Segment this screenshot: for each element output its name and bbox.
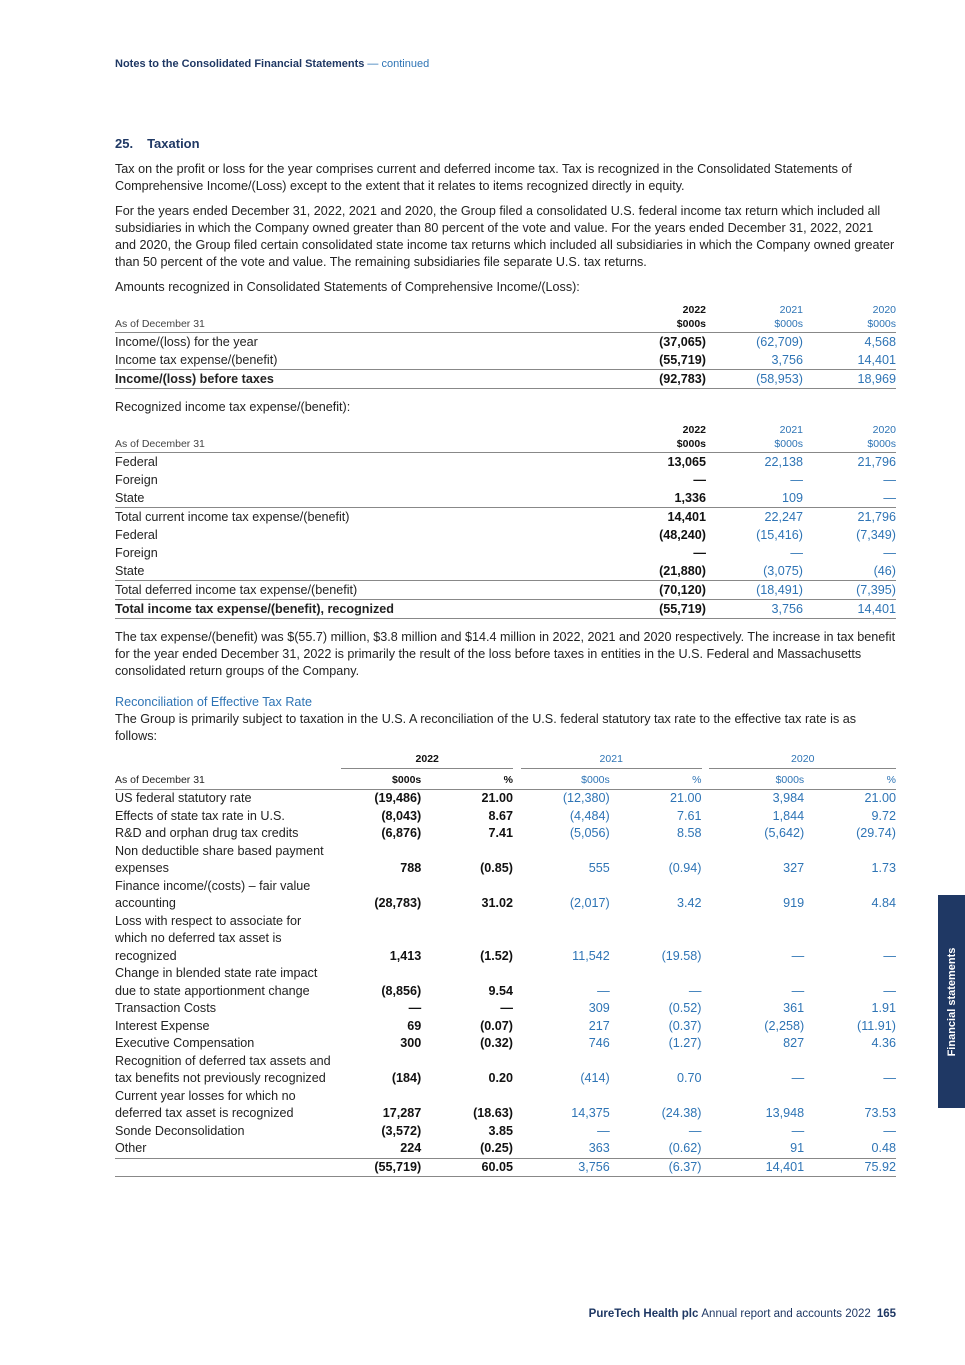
reconciliation-table: [115, 753, 896, 1177]
running-header: [115, 58, 429, 70]
row-value: 224: [400, 1141, 422, 1155]
row-value: (0.07): [480, 1018, 513, 1033]
table-row: [115, 790, 896, 808]
row-value: —: [688, 983, 702, 998]
row-value: 14,401: [803, 600, 896, 619]
table-row: [115, 562, 896, 581]
row-value: 109: [781, 491, 803, 505]
row-value: —: [883, 1123, 896, 1138]
row-value: 17,287: [382, 1106, 422, 1120]
unit-header: %: [804, 769, 896, 790]
running-header-title: Notes to the Consolidated Financial Statements: [115, 58, 365, 70]
column-gap: [513, 825, 521, 843]
unit-header: %: [421, 769, 513, 790]
row-value: (92,783): [616, 370, 706, 389]
table-row: [115, 351, 896, 370]
row-value: 1,336: [674, 491, 706, 505]
row-value: (8,043): [381, 808, 422, 823]
row-value: (70,120): [616, 581, 706, 600]
table-row: [115, 1000, 896, 1018]
year-header: 2022: [682, 424, 706, 436]
column-gap: [702, 1140, 710, 1158]
row-value: (8,856): [381, 983, 422, 998]
column-gap: [702, 1035, 710, 1053]
header-spacer: [115, 753, 341, 769]
table-row: [115, 808, 896, 826]
row-value: 555: [588, 861, 610, 875]
header-spacer: [115, 424, 616, 438]
row-label: State: [115, 564, 145, 578]
column-gap: [513, 843, 521, 878]
row-value: 91: [790, 1141, 805, 1155]
year-header: 2021: [779, 424, 803, 436]
row-value: (29.74): [856, 826, 896, 840]
side-tab: [938, 895, 965, 1108]
row-value: 8.67: [488, 808, 513, 823]
row-value: (12,380): [562, 791, 610, 805]
row-value: —: [790, 546, 803, 560]
row-value: 14,401: [857, 353, 896, 367]
column-gap: [513, 1000, 521, 1018]
column-gap: [513, 913, 521, 966]
row-value: (19,486): [374, 791, 422, 805]
header-spacer: [115, 304, 616, 318]
row-value: 309: [588, 1001, 610, 1015]
row-label: Total deferred income tax expense/(benefit): [115, 581, 616, 600]
column-gap: [513, 878, 521, 913]
row-value: 217: [588, 1018, 610, 1033]
side-tab-label: Financial statements: [945, 947, 958, 1056]
recon-header-units: [115, 769, 896, 790]
row-value: —: [597, 983, 610, 998]
row-label: Total current income tax expense/(benefit): [115, 508, 616, 527]
row-value: —: [693, 546, 706, 560]
row-value: (55,719): [341, 1158, 421, 1177]
year-header: 2022: [341, 753, 513, 769]
paragraph-1: Tax on the profit or loss for the year comprises current and deferred income tax. Tax is recognized in the Consolidated Statements of Comprehensive Income/(Loss) except to the extent that it relates to items recognized directly in equity.: [115, 162, 852, 193]
row-value: 18,969: [803, 370, 896, 389]
table-row: [115, 878, 896, 913]
column-gap: [513, 1158, 521, 1177]
row-value: (7,395): [803, 581, 896, 600]
year-header: 2020: [872, 304, 896, 316]
row-value: (5,056): [569, 826, 610, 840]
column-gap: [702, 878, 710, 913]
column-gap: [513, 965, 521, 1000]
column-gap: [702, 790, 710, 808]
unit-header: $000s: [709, 769, 804, 790]
unit-header: $000s: [616, 318, 706, 333]
row-value: —: [791, 983, 805, 998]
row-value: (0.85): [480, 861, 513, 875]
row-value: 1.91: [871, 1001, 896, 1015]
row-value: (0.62): [668, 1141, 702, 1155]
row-value: 3,756: [771, 353, 803, 367]
year-header: 2021: [521, 753, 702, 769]
footer-report-title: Annual report and accounts 2022: [701, 1308, 871, 1320]
row-value: 7.41: [488, 826, 513, 840]
row-label: Current year losses for which no deferred tax asset is recognized: [115, 1088, 296, 1120]
row-label: Executive Compensation: [115, 1036, 255, 1050]
row-value: 361: [783, 1001, 805, 1015]
row-value: (19.58): [661, 948, 702, 963]
row-label: [115, 1158, 341, 1177]
unit-header: $000s: [521, 769, 610, 790]
row-value: 1,844: [772, 808, 805, 823]
row-value: (0.37): [668, 1018, 702, 1033]
column-gap: [702, 1000, 710, 1018]
column-gap: [702, 1018, 710, 1036]
row-value: 1.73: [871, 861, 896, 875]
column-gap: [702, 913, 710, 966]
as-of-label: As of December 31: [115, 318, 616, 333]
table-row: [115, 489, 896, 508]
unit-header: $000s: [803, 438, 896, 453]
row-value: —: [500, 1001, 513, 1015]
row-label: Federal: [115, 528, 158, 542]
row-value: 827: [783, 1036, 805, 1050]
table-row: [115, 1018, 896, 1036]
row-value: (3,075): [763, 564, 803, 578]
row-value: (11.91): [857, 1018, 896, 1033]
row-label: Effects of state tax rate in U.S.: [115, 808, 285, 823]
row-value: (4,484): [569, 808, 610, 823]
row-label: Income tax expense/(benefit): [115, 353, 278, 367]
row-value: 21.00: [481, 791, 513, 805]
row-value: —: [597, 1123, 610, 1138]
section-number: 25.: [115, 136, 134, 151]
income-table: [115, 304, 896, 389]
row-value: 9.54: [488, 983, 513, 998]
page-content: [115, 136, 896, 1177]
unit-header: %: [610, 769, 702, 790]
table-row: [115, 1140, 896, 1158]
table-row: [115, 526, 896, 544]
table-row: [115, 1053, 896, 1088]
table-row: [115, 333, 896, 352]
row-value: (2,258): [764, 1018, 805, 1033]
row-value: (37,065): [659, 335, 706, 349]
header-gap: [702, 753, 710, 769]
row-label: Interest Expense: [115, 1018, 210, 1033]
column-gap: [702, 1088, 710, 1123]
column-gap: [513, 1123, 521, 1141]
row-value: 7.61: [676, 808, 702, 823]
row-label: US federal statutory rate: [115, 791, 252, 805]
page-footer: [589, 1308, 896, 1320]
row-value: 363: [588, 1141, 610, 1155]
row-value: (1.27): [668, 1036, 702, 1050]
column-gap: [513, 1053, 521, 1088]
row-value: 21,796: [803, 508, 896, 527]
paragraph-3: Amounts recognized in Consolidated Statements of Comprehensive Income/(Loss):: [115, 280, 580, 294]
header-gap: [513, 769, 521, 790]
row-label: Transaction Costs: [115, 1001, 217, 1015]
section-title-text: Taxation: [147, 136, 200, 151]
page-number: 165: [876, 1308, 896, 1320]
row-value: 788: [400, 861, 422, 875]
row-value: (5,642): [764, 826, 805, 840]
row-value: (58,953): [706, 370, 803, 389]
row-value: 3,756: [706, 600, 803, 619]
row-value: 14,401: [616, 508, 706, 527]
column-gap: [702, 843, 710, 878]
row-value: 69: [407, 1018, 422, 1033]
paragraph-4: The tax expense/(benefit) was $(55.7) million, $3.8 million and $14.4 million in 2022, 2021 and 2020 respectively. The increase in tax benefit for the year ended December 31, 2022 is primarily the result of the loss before taxes in entities in the U.S. Federal and Massachusetts consolidated return groups of the Company.: [115, 630, 896, 678]
row-value: 4,568: [864, 335, 896, 349]
column-gap: [513, 1140, 521, 1158]
row-value: (55,719): [659, 353, 706, 367]
row-label: R&D and orphan drug tax credits: [115, 826, 299, 840]
table-row: [115, 544, 896, 562]
year-header: 2021: [779, 304, 803, 316]
total-row: [115, 1158, 896, 1177]
table-row: [115, 965, 896, 1000]
table-header-units: [115, 318, 896, 333]
footer-brand: PureTech Health plc: [588, 1308, 699, 1320]
row-label: Finance income/(costs) – fair value accounting: [115, 878, 311, 910]
row-value: 1,413: [389, 948, 422, 963]
row-value: (0.25): [480, 1141, 513, 1155]
row-value: 31.02: [481, 896, 513, 910]
row-value: 3.85: [488, 1123, 513, 1138]
table-row: [115, 453, 896, 472]
table-row: [115, 825, 896, 843]
column-gap: [702, 825, 710, 843]
row-value: (46): [873, 564, 896, 578]
table-row: [115, 581, 896, 600]
row-value: —: [883, 473, 896, 487]
row-value: 21.00: [864, 791, 896, 805]
row-value: (62,709): [756, 335, 803, 349]
column-gap: [702, 808, 710, 826]
row-value: 22,247: [706, 508, 803, 527]
row-value: 746: [588, 1036, 610, 1050]
row-value: 0.48: [871, 1141, 896, 1155]
row-value: 14,375: [571, 1106, 610, 1120]
row-label: Change in blended state rate impact due to state apportionment change: [115, 966, 318, 998]
paragraph-2: For the years ended December 31, 2022, 2021 and 2020, the Group filed a consolidated U.S. federal income tax return which included all subsidiaries in which the Company owned greater than 80 percent of the vote and value. For the years ended December 31, 2022, 2021 and 2020, the Group filed certain consolidated state income tax returns which included all subsidiaries in which the Company owned greater than 50 percent of the vote and value. The remaining subsidiaries file separate U.S. tax returns.: [115, 204, 895, 269]
row-value: —: [693, 473, 706, 487]
row-value: (18,491): [706, 581, 803, 600]
table-row: [115, 508, 896, 527]
reconciliation-intro: The Group is primarily subject to taxation in the U.S. A reconciliation of the U.S. federal statutory tax rate to the effective tax rate is as follows:: [115, 712, 857, 743]
row-value: (6.37): [610, 1158, 702, 1177]
row-value: 3,984: [772, 791, 805, 805]
row-value: (2,017): [569, 896, 610, 910]
row-label: Foreign: [115, 546, 158, 560]
row-value: 3,756: [521, 1158, 610, 1177]
row-label: Total income tax expense/(benefit), recognized: [115, 600, 616, 619]
row-label: Income/(loss) before taxes: [115, 370, 616, 389]
row-value: 13,948: [765, 1106, 805, 1120]
table-header-units: [115, 438, 896, 453]
table-row: [115, 1123, 896, 1141]
row-value: 73.53: [864, 1106, 896, 1120]
row-label: Foreign: [115, 473, 158, 487]
row-value: (3,572): [381, 1123, 422, 1138]
column-gap: [513, 1035, 521, 1053]
column-gap: [702, 1123, 710, 1141]
row-value: —: [883, 983, 896, 998]
row-value: 0.70: [676, 1071, 702, 1085]
table-row: [115, 471, 896, 489]
tax-expense-table: [115, 424, 896, 619]
row-value: 0.20: [488, 1071, 513, 1085]
row-value: —: [883, 948, 896, 963]
row-label: Federal: [115, 455, 158, 469]
row-value: (55,719): [616, 600, 706, 619]
as-of-label: As of December 31: [115, 438, 616, 453]
year-header: 2020: [709, 753, 896, 769]
column-gap: [702, 965, 710, 1000]
unit-header: $000s: [803, 318, 896, 333]
row-label: Recognition of deferred tax assets and tax benefits not previously recognized: [115, 1053, 331, 1085]
section-title: [115, 136, 896, 151]
row-label: Income/(loss) for the year: [115, 335, 258, 349]
row-value: 300: [400, 1036, 422, 1050]
column-gap: [513, 1018, 521, 1036]
unit-header: $000s: [706, 438, 803, 453]
as-of-label: As of December 31: [115, 769, 341, 790]
row-value: —: [790, 473, 803, 487]
row-value: —: [688, 1123, 702, 1138]
row-value: (21,880): [659, 564, 706, 578]
row-value: (0.94): [668, 861, 702, 875]
unit-header: $000s: [616, 438, 706, 453]
running-header-continued: — continued: [364, 58, 430, 70]
row-value: 21.00: [669, 791, 702, 805]
row-value: 21,796: [857, 455, 896, 469]
row-value: 75.92: [804, 1158, 896, 1177]
column-gap: [513, 808, 521, 826]
table-row: [115, 913, 896, 966]
row-value: (0.52): [668, 1001, 702, 1015]
unit-header: $000s: [341, 769, 421, 790]
year-header: 2022: [682, 304, 706, 316]
table-row: [115, 1035, 896, 1053]
row-value: 327: [783, 861, 805, 875]
table-row: [115, 1088, 896, 1123]
year-header: 2020: [872, 424, 896, 436]
recon-header-years: [115, 753, 896, 769]
row-value: 60.05: [421, 1158, 513, 1177]
table-row: [115, 370, 896, 389]
column-gap: [513, 1088, 521, 1123]
row-value: —: [883, 1071, 896, 1085]
row-value: 919: [783, 896, 805, 910]
row-value: (414): [580, 1071, 610, 1085]
row-value: 4.36: [871, 1036, 896, 1050]
column-gap: [513, 790, 521, 808]
row-value: —: [791, 1123, 805, 1138]
row-value: 4.84: [871, 896, 896, 910]
row-value: —: [791, 1071, 805, 1085]
row-value: (7,349): [856, 528, 896, 542]
table-row: [115, 600, 896, 619]
row-value: (18.63): [473, 1106, 513, 1120]
row-label: Other: [115, 1141, 147, 1155]
row-value: —: [883, 491, 896, 505]
row-label: Sonde Deconsolidation: [115, 1123, 245, 1138]
table-row: [115, 843, 896, 878]
row-value: 9.72: [871, 808, 896, 823]
row-value: (184): [391, 1071, 422, 1085]
row-value: (0.32): [480, 1036, 513, 1050]
row-value: —: [791, 948, 805, 963]
row-value: —: [883, 546, 896, 560]
row-value: 13,065: [667, 455, 706, 469]
row-value: (6,876): [381, 826, 422, 840]
row-value: (28,783): [374, 896, 422, 910]
row-value: (1.52): [480, 948, 513, 963]
column-gap: [702, 1053, 710, 1088]
row-value: 3.42: [676, 896, 702, 910]
header-gap: [513, 753, 521, 769]
table-header-years: [115, 424, 896, 438]
table-header-years: [115, 304, 896, 318]
header-gap: [702, 769, 710, 790]
row-value: (48,240): [659, 528, 706, 542]
reconciliation-subhead: Reconciliation of Effective Tax Rate: [115, 695, 312, 709]
row-label: Loss with respect to associate for which no deferred tax asset is recognized: [115, 913, 302, 963]
row-value: 11,542: [572, 948, 610, 963]
row-value: (15,416): [756, 528, 803, 542]
row-value: 22,138: [764, 455, 803, 469]
row-value: 14,401: [709, 1158, 804, 1177]
row-label: State: [115, 491, 145, 505]
table2-intro: Recognized income tax expense/(benefit):: [115, 400, 351, 414]
unit-header: $000s: [706, 318, 803, 333]
row-value: (24.38): [661, 1106, 702, 1120]
row-value: 8.58: [676, 826, 702, 840]
column-gap: [702, 1158, 710, 1177]
row-label: Non deductible share based payment expenses: [115, 843, 324, 875]
row-value: —: [408, 1001, 422, 1015]
